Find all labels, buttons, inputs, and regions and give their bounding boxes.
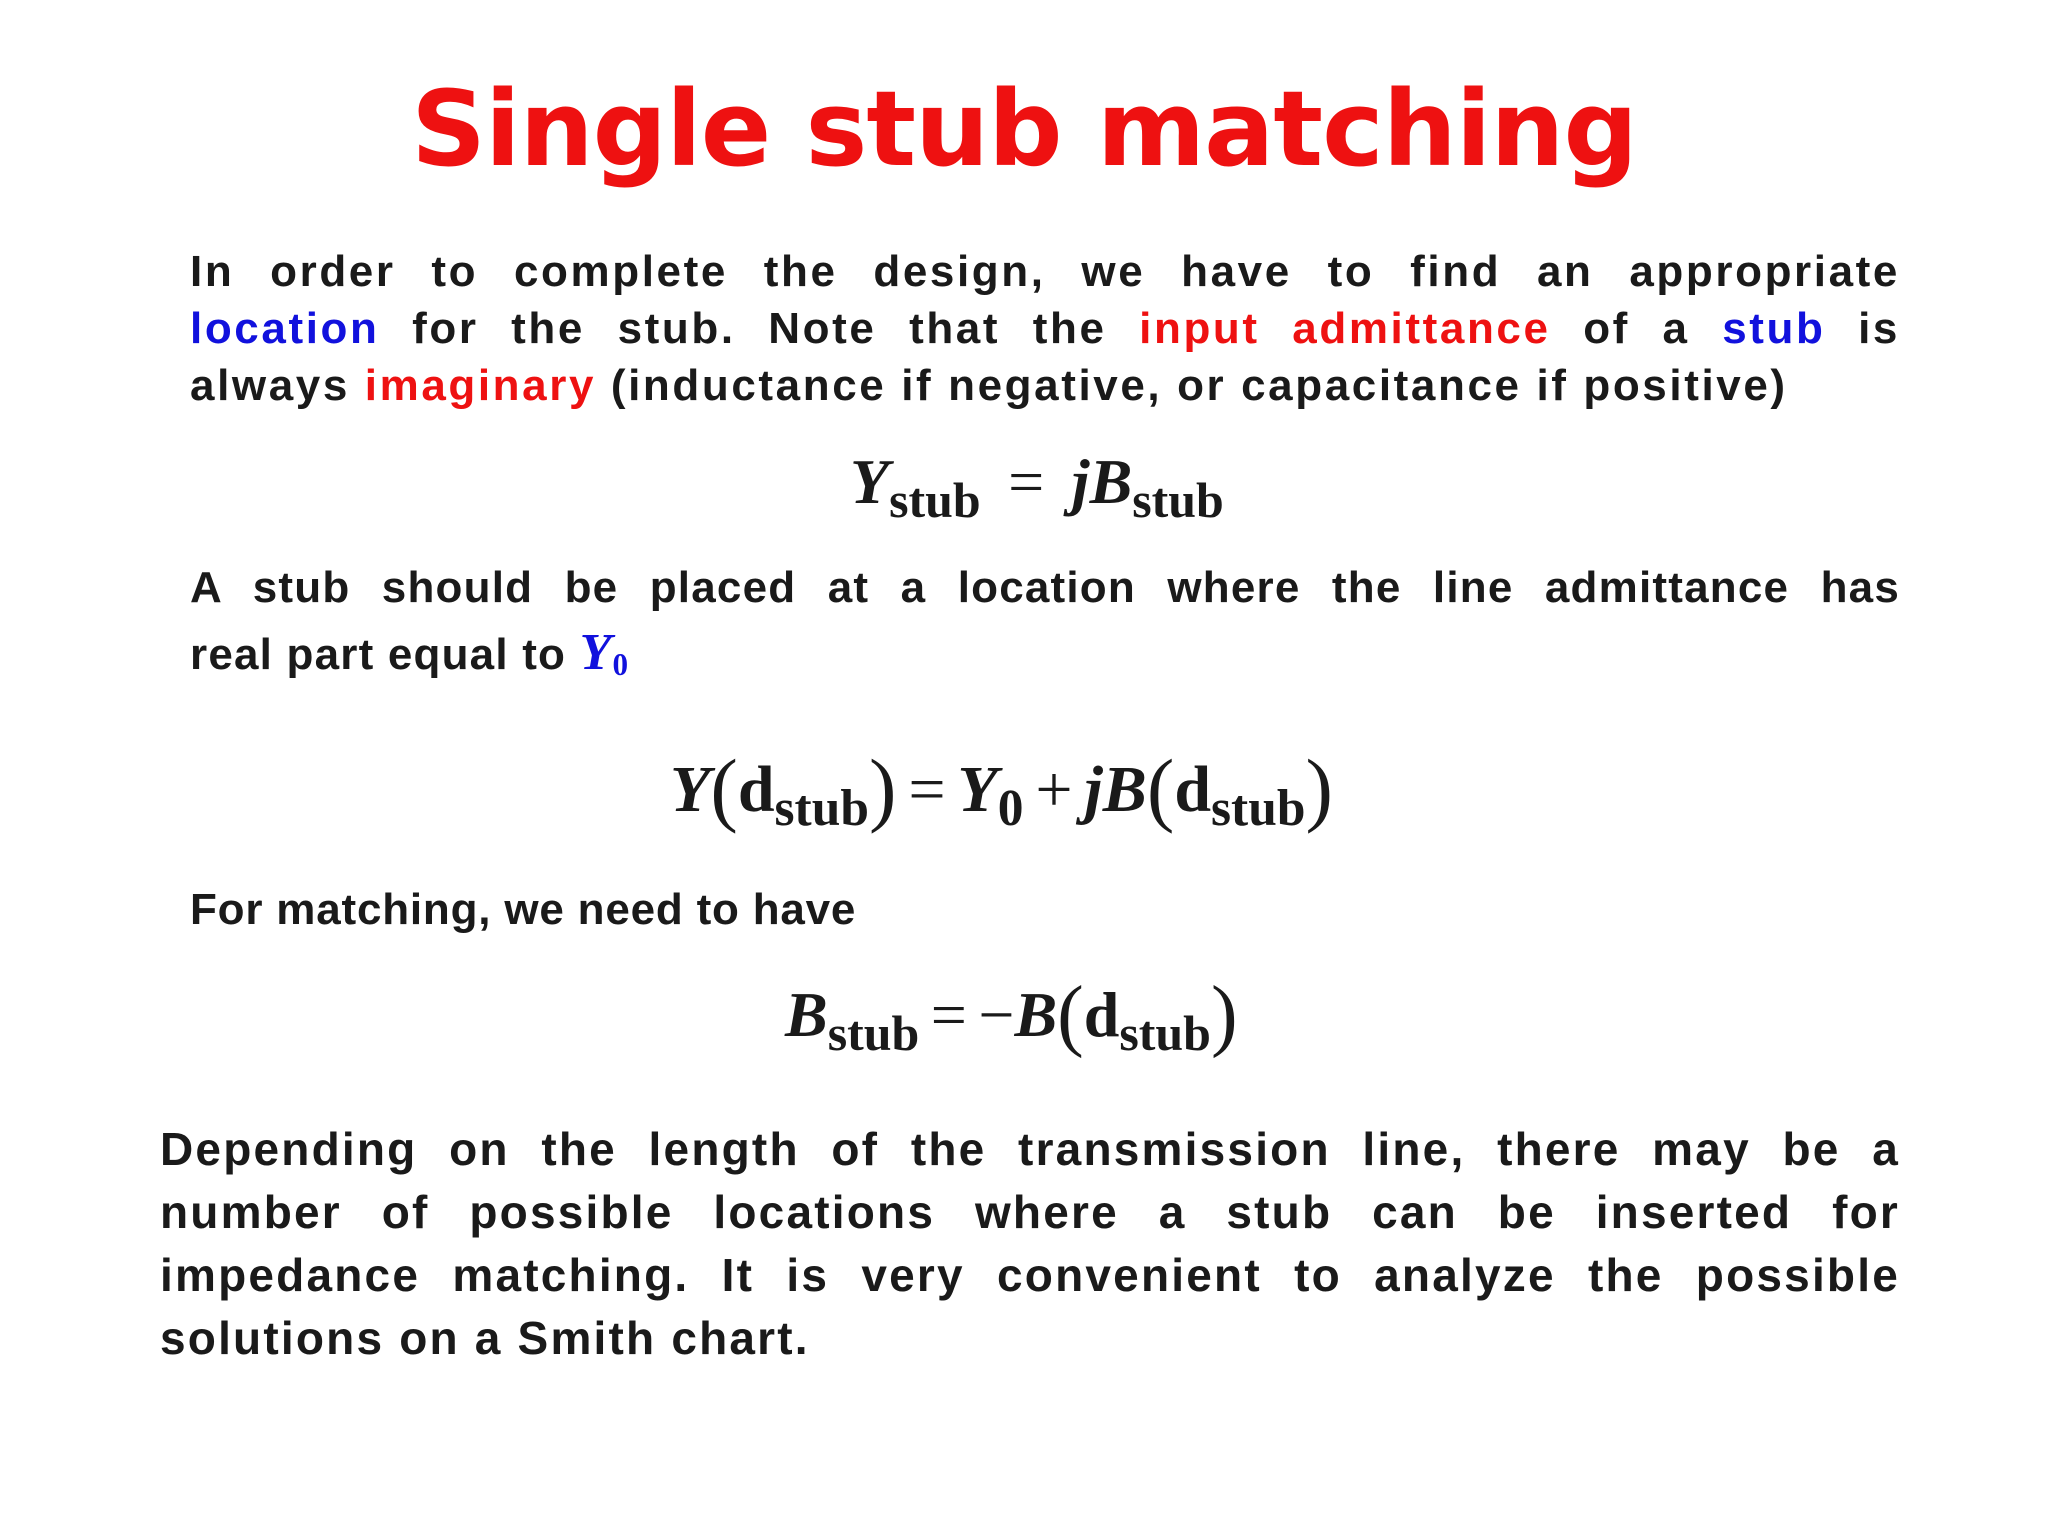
smith-line-1: Depending on the length of the transmission line, there may be a: [160, 1123, 1900, 1175]
intro-line-3-always: always: [190, 361, 365, 410]
intro-line-2-is: is: [1825, 304, 1901, 353]
eq3-b2: B: [1014, 979, 1058, 1050]
placement-line-2: [190, 620, 1900, 691]
eq2-d-2-subscript: stub: [1211, 780, 1306, 838]
eq3-d: d: [1083, 979, 1120, 1050]
eq3-b: B: [785, 979, 828, 1050]
eq2-equals: =: [908, 753, 946, 826]
placement-paragraph: [190, 555, 1900, 691]
intro-line-2: [190, 300, 1900, 357]
inline-y0-symbol: [580, 624, 630, 681]
eq1-lhs-subscript: stub: [889, 472, 981, 528]
eq2-d: d: [737, 753, 775, 826]
highlight-imaginary: imaginary: [364, 361, 597, 410]
eq3-open-paren: (: [1057, 970, 1084, 1059]
inline-y0-letter: Y: [579, 624, 613, 681]
eq3-d-subscript: stub: [1119, 1005, 1211, 1061]
placement-line-2-text: real part equal to: [190, 630, 580, 679]
intro-line-2-of-a: of a: [1550, 304, 1723, 353]
intro-line-3: [190, 357, 1900, 414]
intro-line-3-rest: (inductance if negative, or capacitance if positive): [596, 361, 1788, 410]
eq2-y: Y: [670, 753, 711, 826]
eq2-close-paren-2: ): [1305, 741, 1333, 834]
smith-line-3: impedance matching. It is very convenient to analyze the possible: [160, 1249, 1900, 1301]
eq3-equals: =: [930, 979, 967, 1050]
eq1-equals: =: [1008, 446, 1045, 517]
smith-chart-paragraph: [160, 1118, 1900, 1370]
highlight-location: location: [190, 304, 380, 353]
eq3-minus: −: [978, 979, 1015, 1050]
matching-paragraph: For matching, we need to have: [190, 885, 857, 934]
eq2-open-paren: (: [710, 741, 738, 834]
highlight-stub: stub: [1722, 304, 1826, 353]
smith-line-4: solutions on a Smith chart.: [160, 1312, 810, 1364]
eq2-y0-subscript: 0: [997, 780, 1024, 838]
highlight-input-admittance: input admittance: [1139, 304, 1551, 353]
smith-line-2: number of possible locations where a stub can be inserted for: [160, 1186, 1900, 1238]
eq3-close-paren: ): [1210, 970, 1238, 1059]
eq2-plus: +: [1035, 753, 1073, 826]
equation-line-admittance: [670, 735, 1333, 838]
eq2-jb: jB: [1084, 753, 1147, 826]
eq2-y0: Y: [957, 753, 998, 826]
intro-line-2-text: for the stub. Note that the: [379, 304, 1140, 353]
slide-title: Single stub matching: [411, 68, 1637, 190]
intro-line-1: In order to complete the design, we have to find an appropriate: [190, 247, 1900, 296]
eq2-open-paren-2: (: [1146, 741, 1175, 834]
placement-line-1: A stub should be placed at a location where the line admittance has: [190, 563, 1900, 612]
eq3-b-subscript: stub: [827, 1005, 920, 1061]
equation-stub-admittance: [850, 445, 1224, 528]
eq1-rhs-subscript: stub: [1132, 472, 1224, 528]
intro-paragraph: [190, 243, 1900, 414]
eq1-lhs-symbol: Y: [850, 446, 890, 517]
eq1-rhs-symbol: jB: [1071, 446, 1133, 517]
eq2-d-2: d: [1174, 753, 1212, 826]
inline-y0-subscript: 0: [612, 647, 630, 683]
eq2-close-paren: ): [868, 741, 897, 834]
eq2-d-subscript: stub: [774, 780, 869, 838]
equation-matching-condition: [785, 965, 1238, 1061]
